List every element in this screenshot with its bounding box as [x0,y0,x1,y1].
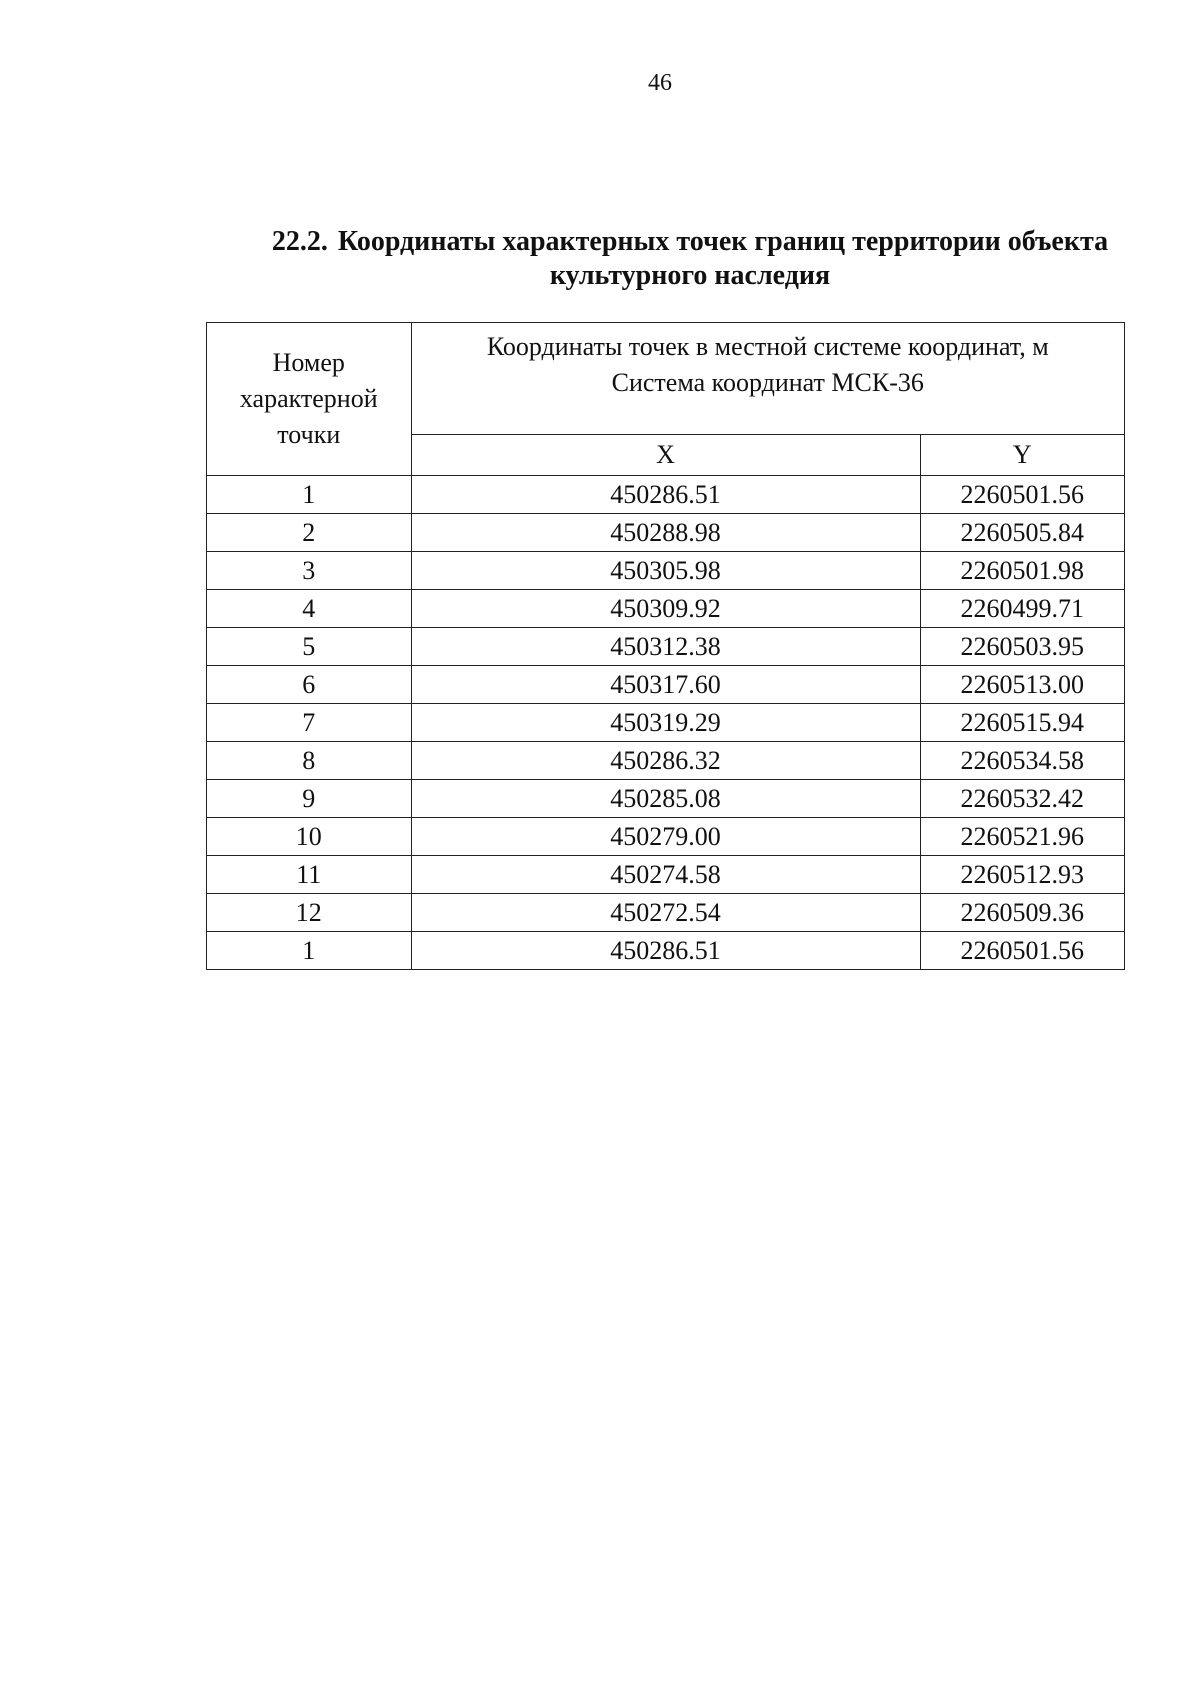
point-number-header-line: характерной [239,384,378,413]
point-number-cell: 7 [207,704,412,742]
x-coordinate-cell: 450274.58 [411,856,920,894]
point-number-cell: 9 [207,780,412,818]
x-coordinate-cell: 450279.00 [411,818,920,856]
y-coordinate-cell: 2260521.96 [920,818,1124,856]
x-coordinate-cell: 450286.51 [411,476,920,514]
y-coordinate-cell: 2260503.95 [920,628,1124,666]
point-number-cell: 11 [207,856,412,894]
x-coordinate-cell: 450312.38 [411,628,920,666]
point-number-cell: 5 [207,628,412,666]
x-coordinate-cell: 450288.98 [411,514,920,552]
point-number-cell: 1 [207,932,412,970]
y-coordinate-cell: 2260501.56 [920,932,1124,970]
table-row [207,704,1125,742]
table-row [207,590,1125,628]
point-number-cell: 10 [207,818,412,856]
x-coordinate-cell: 450272.54 [411,894,920,932]
point-number-cell: 4 [207,590,412,628]
y-coordinate-cell: 2260499.71 [920,590,1124,628]
table-row [207,818,1125,856]
y-coordinate-cell: 2260532.42 [920,780,1124,818]
x-coordinate-cell: 450317.60 [411,666,920,704]
y-header: Y [920,435,1124,476]
heading-title-line-2: культурного наследия [549,260,831,291]
table-row [207,742,1125,780]
heading-line-1 [240,225,1140,259]
y-coordinate-cell: 2260512.93 [920,856,1124,894]
table-body [207,476,1125,970]
y-coordinate-cell: 2260505.84 [920,514,1124,552]
coordinates-header-line: Система координат МСК-36 [611,368,924,397]
table-row [207,552,1125,590]
page-number: 46 [648,70,672,96]
y-coordinate-cell: 2260534.58 [920,742,1124,780]
table-row [207,856,1125,894]
coordinates-table [206,322,1125,970]
table-row [207,514,1125,552]
point-number-cell: 8 [207,742,412,780]
coordinates-header-line: Координаты точек в местной системе координат, м [486,332,1049,361]
y-coordinate-cell: 2260513.00 [920,666,1124,704]
table-row [207,894,1125,932]
x-coordinate-cell: 450286.32 [411,742,920,780]
point-number-cell: 12 [207,894,412,932]
x-coordinate-cell: 450285.08 [411,780,920,818]
heading-title-line-1: Координаты характерных точек границ территории объекта [337,226,1109,257]
y-coordinate-cell: 2260501.98 [920,552,1124,590]
point-number-header-line: точки [277,420,341,449]
point-number-header [207,323,412,476]
table-row [207,666,1125,704]
y-coordinate-cell: 2260501.56 [920,476,1124,514]
coordinates-header [411,323,1124,435]
table-row [207,628,1125,666]
table-row [207,932,1125,970]
x-coordinate-cell: 450286.51 [411,932,920,970]
table-row [207,476,1125,514]
table-header-row [207,323,1125,435]
table-row [207,780,1125,818]
x-coordinate-cell: 450309.92 [411,590,920,628]
point-number-header-line: Номер [272,348,345,377]
point-number-cell: 1 [207,476,412,514]
point-number-cell: 6 [207,666,412,704]
x-coordinate-cell: 450305.98 [411,552,920,590]
section-number: 22.2. [271,226,328,257]
y-coordinate-cell: 2260509.36 [920,894,1124,932]
y-coordinate-cell: 2260515.94 [920,704,1124,742]
x-coordinate-cell: 450319.29 [411,704,920,742]
section-heading [240,225,1140,293]
point-number-cell: 2 [207,514,412,552]
x-header: X [411,435,920,476]
point-number-cell: 3 [207,552,412,590]
